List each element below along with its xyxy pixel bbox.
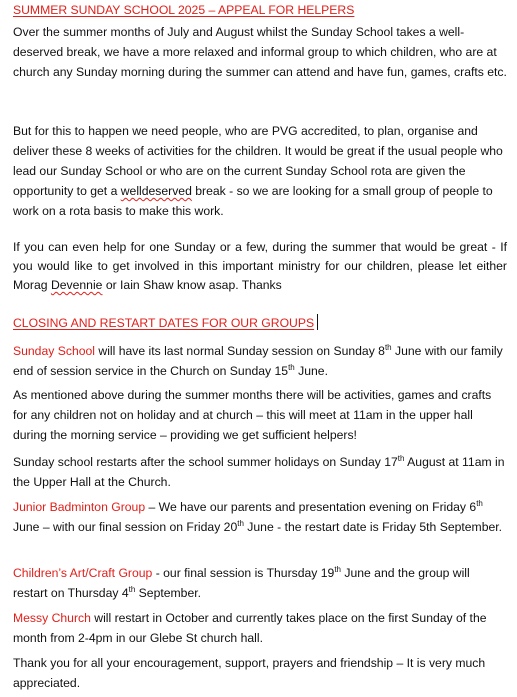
art-craft-paragraph [13, 563, 507, 603]
ordinal-suffix: th [397, 454, 405, 463]
badminton-group-name: Junior Badminton Group [13, 500, 146, 514]
sunday-school-text-3: June. [294, 364, 328, 378]
badminton-paragraph [13, 497, 507, 537]
ordinal-suffix: th [384, 343, 392, 352]
spelling-flag-devennie: Devennie [50, 278, 103, 292]
ordinal-suffix: th [288, 363, 295, 372]
text-cursor [317, 314, 318, 330]
appeal-paragraph-3-text-b: or Iain Shaw know asap. Thanks [102, 278, 282, 292]
dates-heading-line [13, 313, 507, 333]
ordinal-suffix: th [237, 519, 244, 528]
sunday-school-text-2: June with our family end of session service in the Church on Sunday 15 [13, 344, 503, 378]
thanks-paragraph: Thank you for all your encouragement, support, prayers and friendship – It is very much appreciated. [13, 656, 486, 690]
appeal-heading-line [13, 0, 507, 20]
art-craft-text-1: - our final session is Thursday 19 [152, 566, 335, 580]
messy-church-paragraph [13, 608, 507, 648]
appeal-paragraph-3 [13, 238, 507, 295]
badminton-text-2: June – with our final session on Friday 20 [13, 520, 238, 534]
appeal-paragraph-2-text-b: break - so we are looking for a small group of people to work on a rota basis to make this work. [13, 184, 493, 218]
restart-paragraph [13, 452, 507, 492]
badminton-text-1: – We have our parents and presentation evening on Friday 6 [145, 500, 477, 514]
appeal-paragraph-2 [13, 121, 507, 221]
messy-church-name: Messy Church [13, 611, 91, 625]
ordinal-suffix: th [128, 585, 136, 594]
ordinal-suffix: th [476, 499, 483, 508]
badminton-text-3: June - the restart date is Friday 5th September. [243, 520, 503, 534]
appeal-heading: SUMMER SUNDAY SCHOOL 2025 – APPEAL FOR HELPERS [13, 3, 355, 17]
sunday-school-paragraph [13, 341, 507, 381]
appeal-paragraph-3-text-a: If you can even help for one Sunday or a few, during the summer that would be great - If you would like to get involved in this important ministry for our children, please let either Morag [13, 240, 507, 292]
restart-text-1: Sunday school restarts after the school summer holidays on Sunday 17 [13, 455, 398, 469]
dates-heading: CLOSING AND RESTART DATES FOR OUR GROUPS [13, 316, 315, 330]
art-craft-group-name: Children’s Art/Craft Group [13, 566, 153, 580]
restart-text-2: August at 11am in the Upper Hall at the Church. [13, 455, 505, 489]
appeal-paragraph-1: Over the summer months of July and August whilst the Sunday School takes a well-deserved break, we have a more relaxed and informal group to which children, who are at church any Sunday morning during the summer can attend and have fun, games, crafts etc. [13, 25, 507, 79]
spelling-flag-welldeserved: welldeserved [120, 184, 192, 198]
sunday-school-text-1: will have its last normal Sunday session on Sunday 8 [95, 344, 385, 358]
art-craft-text-2: June and the group will restart on Thursday 4 [13, 566, 470, 600]
ordinal-suffix: th [334, 565, 341, 574]
sunday-school-name: Sunday School [13, 344, 95, 358]
messy-church-text: will restart in October and currently takes place on the first Sunday of the month from 2-4pm in our Glebe St church hall. [13, 611, 487, 645]
art-craft-text-3: September. [135, 586, 202, 600]
summer-note-paragraph: As mentioned above during the summer months there will be activities, games and crafts for any children not on holiday and at church – this will meet at 11am in the upper hall during the morning service – providing we get sufficient helpers! [13, 388, 492, 442]
appeal-paragraph-2-text-a: But for this to happen we need people, who are PVG accredited, to plan, organise and deliver these 8 weeks of activities for the children. It would be great if the usual people who lead our Sunday School or who are on the current Sunday School rota are given the opportunity to get a [13, 124, 503, 198]
